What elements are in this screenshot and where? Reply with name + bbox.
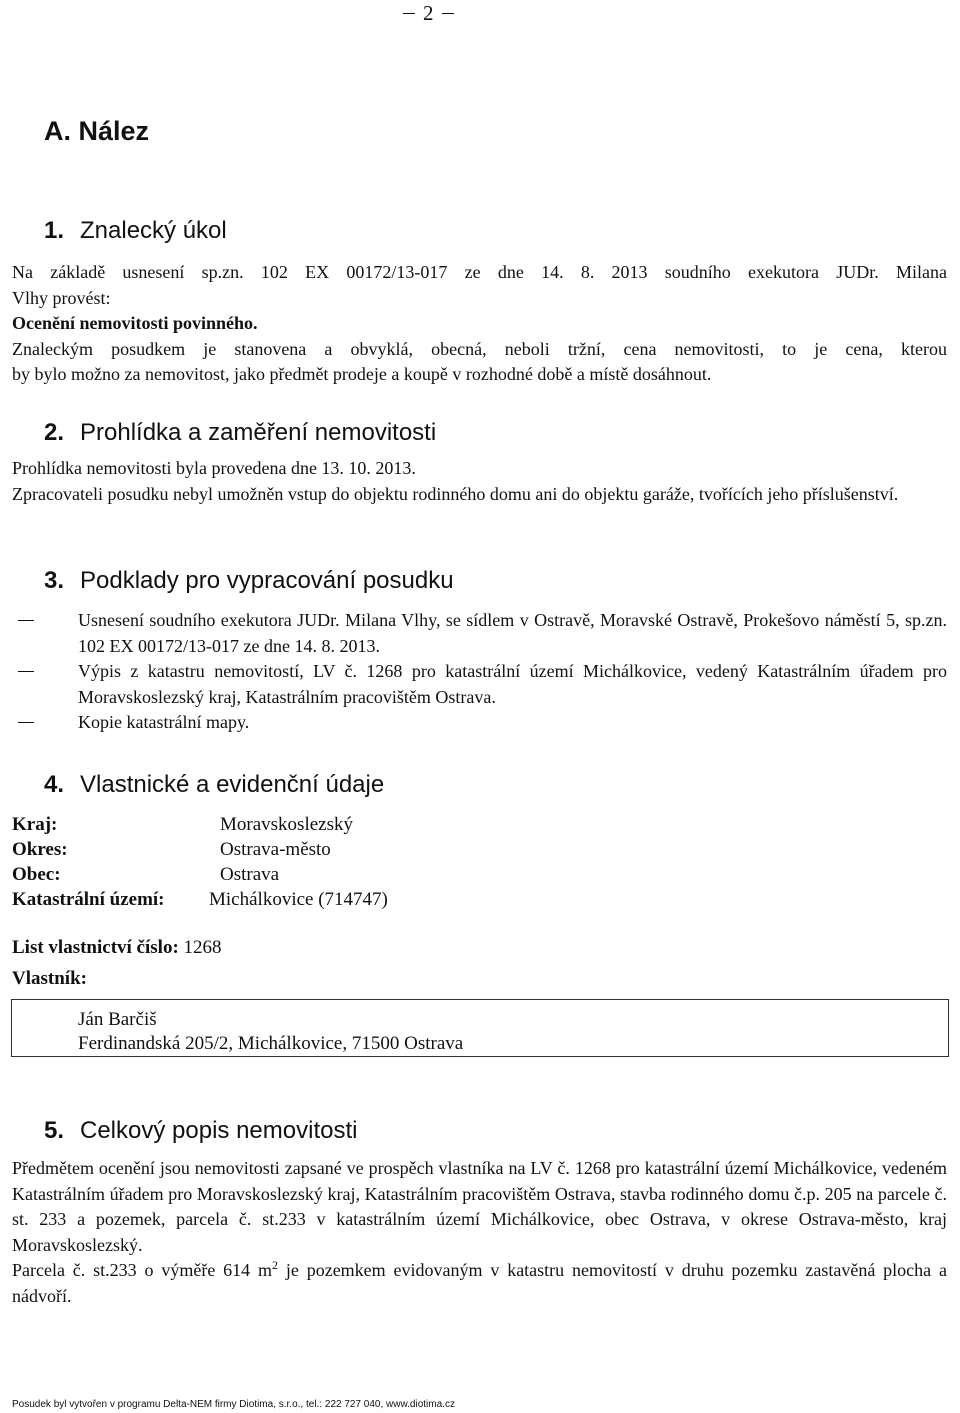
registry-row-kraj [12,812,388,837]
section-title: Znalecký úkol [80,217,227,244]
description-para-2-after: je pozemkem evidovaným v katastru nemovitostí v druhu pozemku zastavěná plocha a nádvoří. [12,1260,947,1306]
task-bold-line: Ocenění nemovitosti povinného. [12,313,258,333]
inspection-line-2: Zpracovateli posudku nebyl umožněn vstup do objektu rodinného domu ani do objektu garáže, tvořících jeho příslušenství. [12,483,899,504]
description-para-1: Předmětem ocenění jsou nemovitosti zapsané ve prospěch vlastníka na LV č. 1268 pro katastrální území Michálkovice, vedeném Katastrálním úřadem pro Moravskoslezský kraj, Katastrálním pracovištěm Ostrava, stavba rodinného domu č.p. 205 na parcele č. st. 233 a pozemek, parcela č. st.233 v katastrálním území Michálkovice, obec Ostrava, v okrese Ostrava-město, kraj Moravskoslezský. [12,1158,947,1255]
list-item [12,608,947,659]
registry-block [12,812,388,912]
footer-note: Posudek byl vytvořen v programu Delta-NEM firmy Diotima, s.r.o., tel.: 222 727 040, www.diotima.cz [12,1399,455,1410]
description-para-2-before: Parcela č. st.233 o výměře 614 m [12,1260,273,1280]
description-text [12,1156,947,1309]
lv-value: 1268 [183,937,222,958]
task-para-line-2: by bylo možno za nemovitost, jako předmět prodeje a koupě v rozhodné době a místě dosáhnout. [12,364,712,384]
obec-value: Ostrava [220,864,280,885]
owner-address: Ferdinandská 205/2, Michálkovice, 71500 Ostrava [78,1033,464,1054]
list-item-text: Usnesení soudního exekutora JUDr. Milana Vlhy, se sídlem v Ostravě, Moravské Ostravě, Prokešovo náměstí 5, sp.zn. 102 EX 00172/13-017 ze dne 14. 8. 2013. [78,610,947,656]
section-title: Vlastnické a evidenční údaje [80,771,385,798]
chapter-title [44,116,149,147]
dash-bullet [18,722,34,723]
owner-name: Ján Barčiš [78,1009,157,1030]
registry-row-okres [12,837,388,862]
list-item-text: Kopie katastrální mapy. [78,712,250,732]
page-number-dash-right [442,13,454,14]
section-heading-5 [44,1117,357,1145]
list-item-text: Výpis z katastru nemovitostí, LV č. 1268 pro katastrální území Michálkovice, vedený Katastrálním úřadem pro Moravskoslezský kraj, Katastrálním pracovištěm Ostrava. [78,661,947,707]
section-heading-3 [44,567,454,595]
page-number-value: 2 [423,0,434,25]
owner-box [11,999,949,1057]
list-item [12,710,947,736]
page-number [403,0,454,26]
section-heading-2 [44,419,436,447]
description-para-2 [12,1258,947,1309]
section-heading-1 [44,217,227,245]
chapter-title-text: A. Nález [44,116,150,146]
section-number: 2. [44,419,65,446]
okres-value: Ostrava-město [220,839,331,860]
section-number: 1. [44,217,65,244]
section-number: 4. [44,771,65,798]
inspection-line-1: Prohlídka nemovitosti byla provedena dne 13. 10. 2013. [12,458,416,478]
lv-block [12,935,222,991]
section-heading-4 [44,771,384,799]
section-title: Podklady pro vypracování posudku [80,567,454,594]
area-unit-superscript: 2 [272,1258,279,1272]
ku-value: Michálkovice (714747) [209,889,388,910]
page-number-dash-left [403,13,415,14]
kraj-value: Moravskoslezský [220,814,353,835]
obec-label: Obec: [12,864,61,885]
inspection-text [12,456,947,507]
list-item [12,659,947,710]
ku-label: Katastrální území: [12,889,165,910]
section-title: Celkový popis nemovitosti [80,1117,358,1144]
section-number: 5. [44,1117,65,1144]
okres-label: Okres: [12,839,68,860]
lv-label: List vlastnictví číslo: [12,937,179,958]
owner-label: Vlastník: [12,968,87,989]
lv-row [12,935,222,960]
task-text [12,260,947,388]
registry-row-obec [12,862,388,887]
dash-bullet [18,671,34,672]
task-para-line-1: Znaleckým posudkem je stanovena a obvyklá, obecná, neboli tržní, cena nemovitosti, to je cena, kterou [12,338,947,359]
task-line-1: Na základě usnesení sp.zn. 102 EX 00172/13-017 ze dne 14. 8. 2013 soudního exekutora JUDr. Milana [12,262,947,282]
section-number: 3. [44,567,65,594]
owner-label-row [12,966,222,991]
dash-bullet [18,620,34,621]
kraj-label: Kraj: [12,814,58,835]
task-line-2: Vlhy provést: [12,287,111,308]
registry-row-ku [12,887,388,912]
section-title: Prohlídka a zaměření nemovitosti [80,419,437,446]
sources-list [12,608,947,736]
